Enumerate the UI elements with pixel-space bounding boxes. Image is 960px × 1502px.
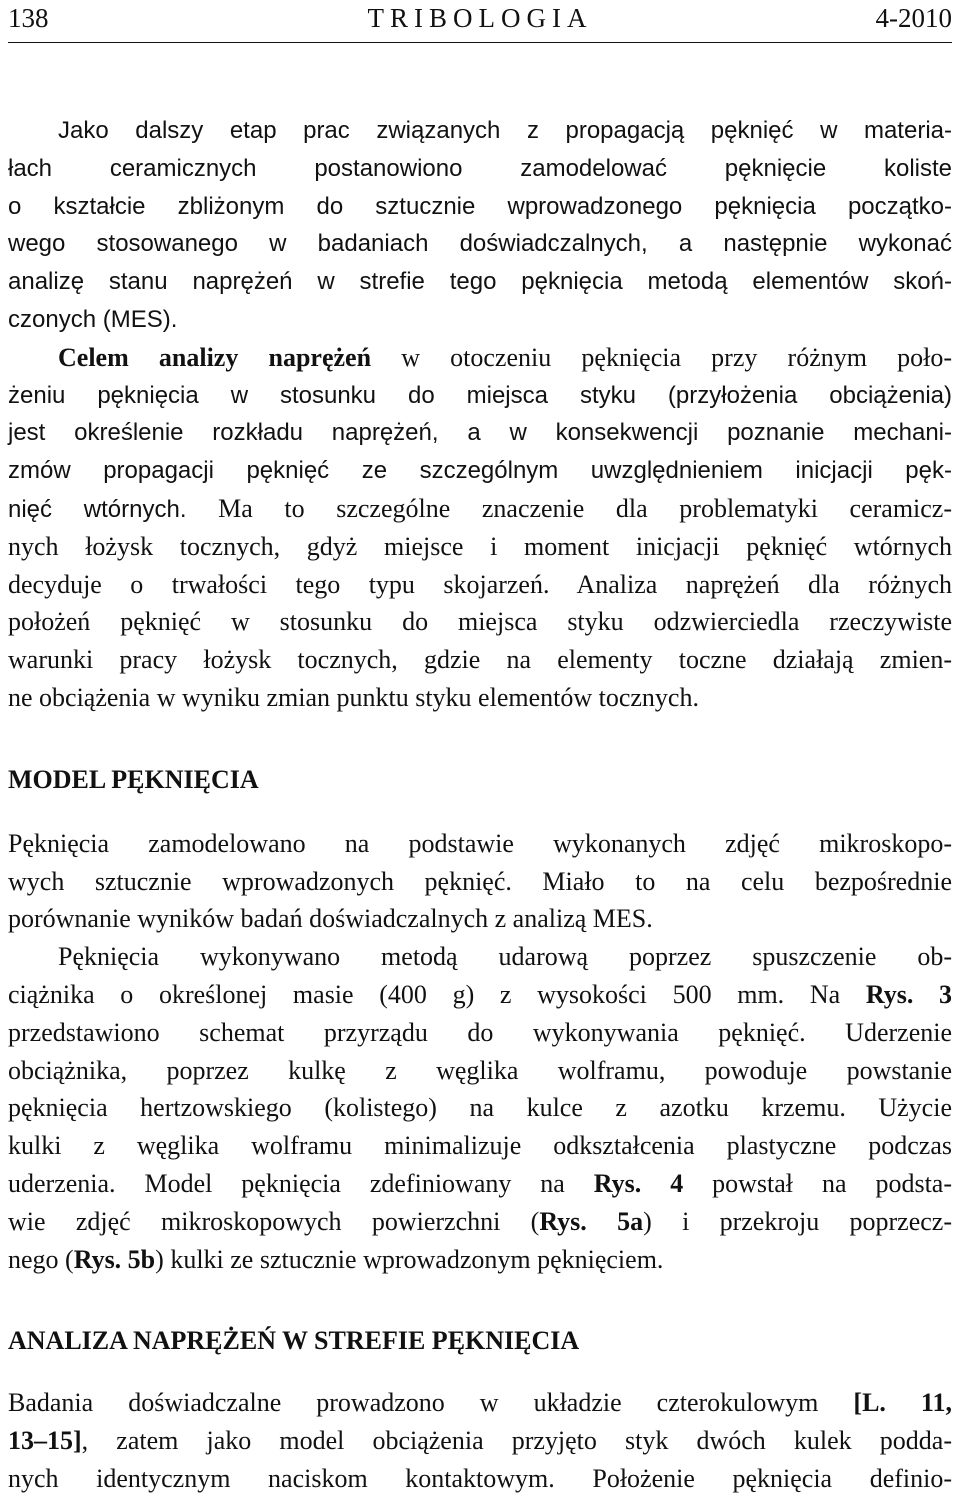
text-line: decyduje o trwałości tego typu skojarzeń. Analiza naprężeń dla różnych	[8, 569, 952, 599]
figure-ref[interactable]: Rys. 5a	[539, 1206, 644, 1236]
citation-ref[interactable]: [L. 11,	[853, 1388, 952, 1418]
text-line: wych sztucznie wprowadzonych pęknięć. Miało to na celu bezpośrednie	[8, 866, 952, 896]
section-heading-analysis: ANALIZA NAPRĘŻEŃ W STREFIE PĘKNIĘCIA	[8, 1326, 580, 1356]
paragraph-aim	[8, 339, 952, 717]
figure-ref[interactable]: Rys. 3	[865, 979, 952, 1009]
text-line: Badania doświadczalne prowadzono w układzie czterokulowym [L. 11,	[8, 1388, 952, 1418]
text-line: ciążnika o określonej masie (400 g) z wysokości 500 mm. Na Rys. 3	[8, 979, 952, 1009]
text-line: nych identycznym naciskom kontaktowym. Położenie pęknięcia definio-	[8, 1463, 952, 1493]
figure-ref[interactable]: Rys. 5b	[73, 1244, 156, 1274]
journal-title: TRIBOLOGIA	[367, 3, 593, 33]
text-line: obciążnika, poprzez kulkę z węglika wolframu, powoduje powstanie	[8, 1055, 952, 1085]
text-line: warunki pracy łożysk tocznych, gdzie na elementy toczne działają zmien-	[8, 645, 952, 675]
citation-ref[interactable]: 13–15]	[8, 1426, 82, 1456]
issue-number: 4-2010	[875, 3, 952, 33]
text-line: nego (Rys. 5b) kulki ze sztucznie wprowadzonym pęknięciem.	[8, 1244, 664, 1274]
text-line: jest określenie rozkładu naprężeń, a w konsekwencji poznanie mechani-	[8, 419, 952, 447]
paragraph-model-2	[8, 938, 952, 1278]
article-body	[8, 112, 952, 1498]
text-line: Pęknięcia wykonywano metodą udarową poprzez spuszczenie ob-	[58, 942, 952, 972]
running-header	[8, 0, 952, 36]
paragraph-intro	[8, 112, 952, 339]
text-line: kulki z węglika wolframu minimalizuje odkształcenia plastyczne podczas	[8, 1131, 952, 1161]
text-line: wie zdjęć mikroskopowych powierzchni (Rys. 5a) i przekroju poprzecz-	[8, 1206, 953, 1236]
text-line: zmów propagacji pęknięć ze szczególnym uwzględnieniem inicjacji pęk-	[8, 457, 952, 485]
text-line: porównanie wyników badań doświadczalnych z analizą MES.	[8, 904, 653, 934]
text-line: Pęknięcia zamodelowano na podstawie wykonanych zdjęć mikroskopo-	[8, 828, 952, 858]
paragraph-analysis	[8, 1384, 952, 1497]
text-line: położeń pęknięć w stosunku do miejsca styku odzwierciedla rzeczywiste	[8, 607, 952, 637]
paragraph-model-1	[8, 825, 952, 938]
text-line: 13–15], zatem jako model obciążenia przyjęto styk dwóch kulek podda-	[8, 1426, 952, 1456]
text-line: o kształcie zbliżonym do sztucznie wprowadzonego pęknięcia początko-	[8, 192, 952, 220]
figure-ref[interactable]: Rys. 4	[593, 1168, 684, 1198]
text-line: żeniu pęknięcia w stosunku do miejsca styku (przyłożenia obciążenia)	[8, 381, 952, 409]
text-line: łach ceramicznych postanowiono zamodelować pęknięcie koliste	[8, 154, 952, 182]
text-line: ne obciążenia w wyniku zmian punktu styku elementów tocznych.	[8, 682, 699, 712]
text-line: nych łożysk tocznych, gdyż miejsce i moment inicjacji pęknięć wtórnych	[8, 531, 952, 561]
page-number: 138	[8, 3, 49, 33]
text-line: nięć wtórnych. Ma to szczególne znaczenie dla problematyki ceramicz-	[8, 493, 953, 523]
text-line: wego stosowanego w badaniach doświadczalnych, a następnie wykonać	[8, 230, 952, 258]
text-line: Jako dalszy etap prac związanych z propagacją pęknięć w materia-	[58, 117, 952, 144]
header-rule	[8, 42, 952, 43]
text-line: Celem analizy naprężeń w otoczeniu pęknięcia przy różnym poło-	[58, 342, 952, 372]
bold-lead: Celem analizy naprężeń	[58, 342, 372, 372]
text-line: analizę stanu naprężeń w strefie tego pęknięcia metodą elementów skoń-	[8, 268, 952, 296]
section-heading-model: MODEL PĘKNIĘCIA	[8, 764, 259, 794]
text-line: pęknięcia hertzowskiego (kolistego) na kulce z azotku krzemu. Użycie	[8, 1093, 952, 1123]
text-line: uderzenia. Model pęknięcia zdefiniowany na Rys. 4 powstał na podsta-	[8, 1168, 952, 1198]
text-line: czonych (MES).	[8, 305, 178, 333]
text-line: przedstawiono schemat przyrządu do wykonywania pęknięć. Uderzenie	[8, 1017, 952, 1047]
